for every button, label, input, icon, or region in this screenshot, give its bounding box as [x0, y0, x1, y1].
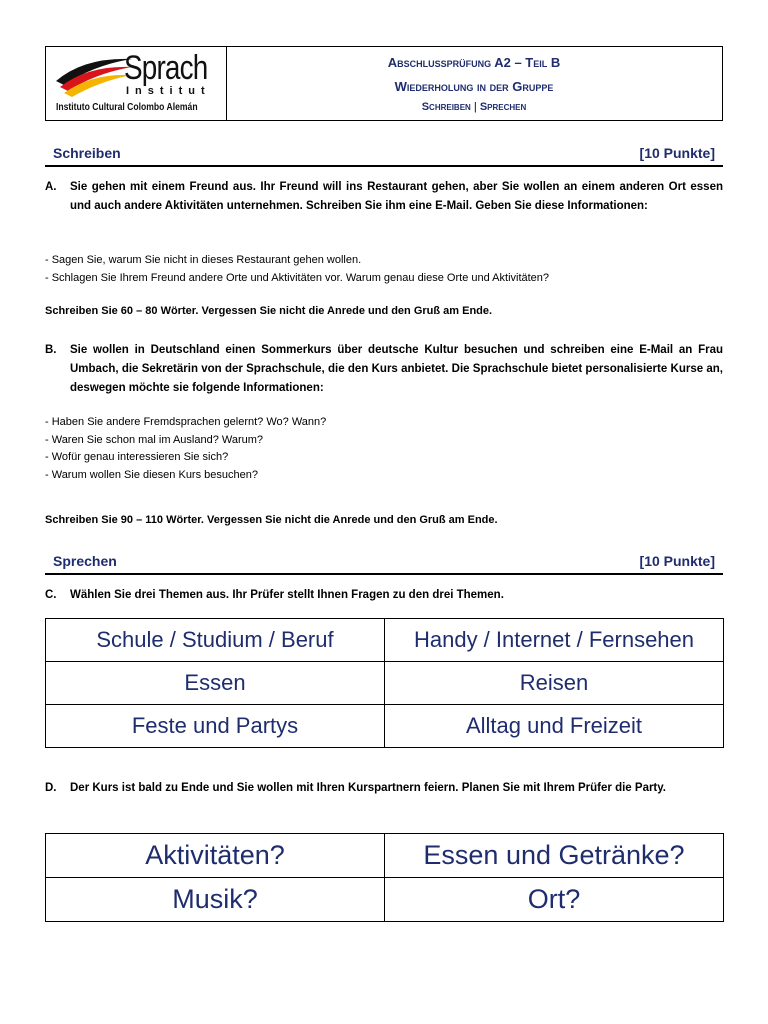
table-row — [46, 834, 724, 878]
logo — [46, 47, 227, 120]
exam-subtitle: Wiederholung in der Gruppe — [394, 79, 554, 94]
list-item: - Haben Sie andere Fremdsprachen gelernt? Wo? Wann? — [45, 416, 327, 428]
theme-cell: Alltag und Freizeit — [385, 705, 724, 748]
party-cell: Essen und Getränke? — [385, 834, 724, 878]
exam-title: Abschlussprüfung A2 – Teil B — [387, 55, 561, 70]
theme-cell: Schule / Studium / Beruf — [46, 619, 385, 662]
list-item: - Warum wollen Sie diesen Kurs besuchen? — [45, 468, 258, 481]
section-points: [10 Punkte] — [639, 145, 715, 161]
task-b-points — [45, 414, 723, 484]
task-a-instruction: Schreiben Sie 60 – 80 Wörter. Vergessen Sie nicht die Anrede und den Gruß am Ende. — [45, 305, 493, 317]
task-a — [45, 178, 723, 216]
list-item: - Schlagen Sie Ihrem Freund andere Orte und Aktivitäten vor. Warum genau diese Orte und Aktivitäten? — [45, 271, 550, 284]
logo-word: Sprach — [124, 49, 208, 87]
task-label: A. — [45, 181, 57, 193]
task-b-instruction: Schreiben Sie 90 – 110 Wörter. Vergessen Sie nicht die Anrede und den Gruß am Ende. — [45, 514, 498, 526]
theme-cell: Essen — [46, 662, 385, 705]
party-cell: Musik? — [46, 878, 385, 922]
task-text: Sie wollen in Deutschland einen Sommerkurs über deutsche Kultur besuchen und schreiben eine E-Mail an Frau Umbach, die Sekretärin von der Sprachschule, die den Kurs anbietet. Die Sprachschule bietet personalisierte Kurse an, deswegen möchte sie folgende Informationen: — [70, 344, 723, 394]
document-header — [45, 46, 723, 121]
party-cell: Aktivitäten? — [46, 834, 385, 878]
task-a-points — [45, 252, 723, 287]
task-text: Wählen Sie drei Themen aus. Ihr Prüfer stellt Ihnen Fragen zu den drei Themen. — [70, 589, 504, 601]
task-label: C. — [45, 589, 57, 601]
list-item: - Waren Sie schon mal im Ausland? Warum? — [45, 433, 264, 446]
task-label: D. — [45, 782, 57, 794]
table-row — [46, 662, 724, 705]
part-sprechen: Sprechen — [479, 101, 527, 113]
task-text: Der Kurs ist bald zu Ende und Sie wollen mit Ihren Kurspartnern feiern. Planen Sie mit Ihrem Prüfer die Party. — [70, 782, 667, 794]
table-row — [46, 705, 724, 748]
task-d — [45, 779, 723, 798]
logo-sub: Institut — [126, 85, 211, 97]
section-title: Sprechen — [53, 553, 117, 569]
theme-cell: Handy / Internet / Fernsehen — [385, 619, 724, 662]
task-c — [45, 586, 723, 605]
task-label: B. — [45, 344, 57, 356]
theme-cell: Reisen — [385, 662, 724, 705]
theme-cell: Feste und Partys — [46, 705, 385, 748]
logo-caption: Instituto Cultural Colombo Alemán — [56, 102, 198, 113]
section-schreiben-header — [45, 145, 723, 167]
task-text: Sie gehen mit einem Freund aus. Ihr Freund will ins Restaurant gehen, aber Sie wollen an einem anderen Ort essen und auch andere Aktivitäten unternehmen. Schreiben Sie ihm eine E-Mail. Geben Sie diese Informationen: — [70, 181, 723, 212]
table-row — [46, 619, 724, 662]
section-sprechen-header — [45, 553, 723, 575]
section-points: [10 Punkte] — [639, 553, 715, 569]
exam-parts — [226, 101, 722, 113]
section-title: Schreiben — [53, 145, 121, 161]
list-item: - Wofür genau interessieren Sie sich? — [45, 451, 229, 463]
task-b — [45, 341, 723, 398]
list-item: - Sagen Sie, warum Sie nicht in dieses Restaurant gehen wollen. — [45, 254, 362, 266]
themes-table — [45, 618, 724, 748]
flag-swoosh-icon — [54, 53, 134, 98]
part-schreiben: Schreiben — [421, 101, 471, 113]
part-separator: | — [473, 101, 477, 113]
table-row — [46, 878, 724, 922]
party-table — [45, 833, 724, 922]
title-block — [226, 47, 722, 120]
party-cell: Ort? — [385, 878, 724, 922]
